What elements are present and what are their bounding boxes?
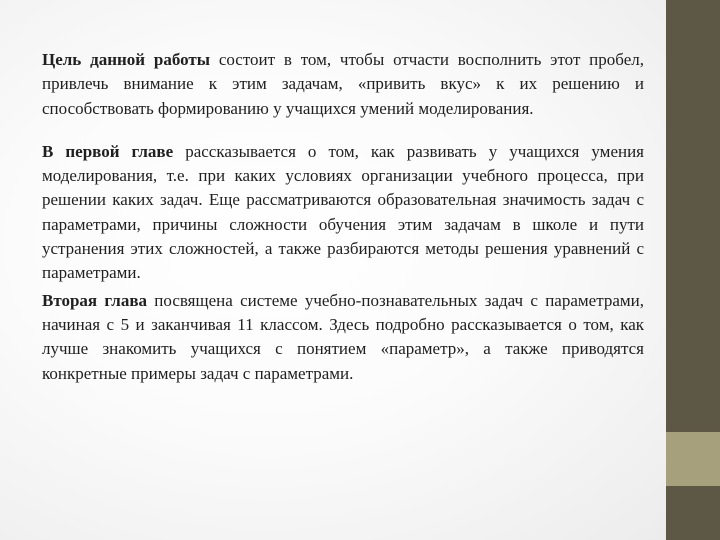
paragraph-chapter-two	[42, 289, 644, 386]
paragraph-lead: Цель данной работы	[42, 50, 211, 69]
paragraph-text: рассказывается о том, как развивать у учащихся умения моделирования, т.е. при каких условиях организации учебного процесса, при решении каких задач. Еще рассматриваются образовательная значимость задач с параметрами, причины сложности обучения этим задачам в школе и пути устранения этих сложностей, а также разбираются методы решения уравнений с параметрами.	[42, 141, 644, 283]
paragraph-goal	[42, 48, 644, 121]
paragraph-text: состоит в том, чтобы отчасти восполнить этот пробел, привлечь внимание к этим задачам, «привить вкус» к их решению и способствовать формированию у учащихся умений моделирования.	[42, 50, 644, 118]
paragraph-chapter-one	[42, 140, 644, 286]
paragraph-lead: Вторая глава	[42, 290, 147, 310]
paragraph-text: посвящена системе учебно-познавательных задач с параметрами, начиная с 5 и заканчивая 11 классом. Здесь подробно рассказывается о том, как лучше знакомить учащихся с понятием «параметр», а также приводятся конкретные примеры задач с параметрами.	[42, 290, 644, 383]
sidebar-dark-top	[666, 0, 720, 432]
sidebar-dark-bottom	[666, 486, 720, 540]
paragraph-lead: В первой главе	[42, 141, 174, 161]
slide-text-body	[42, 48, 644, 386]
sidebar-accent-block	[666, 432, 720, 486]
